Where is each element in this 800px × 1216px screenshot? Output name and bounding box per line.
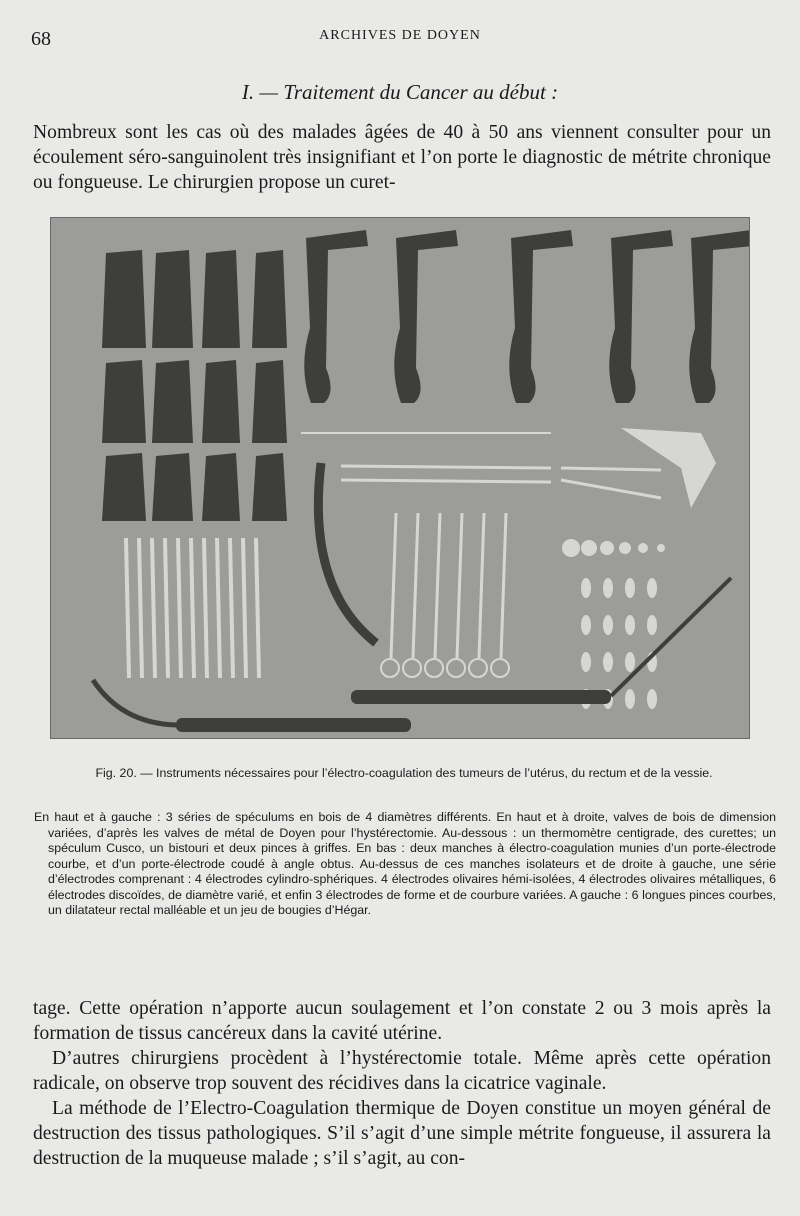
electrode-handle: [176, 718, 411, 732]
page-number: 68: [31, 28, 51, 50]
hegar-bougie: [230, 538, 233, 678]
wooden-speculum: [102, 453, 146, 521]
hegar-bougie: [243, 538, 246, 678]
long-forceps: [413, 513, 418, 658]
body-paragraph-2: D’autres chirurgiens procèdent à l’hystérectomie totale. Même après cette opération radicale, on observe trop souvent des récidives dans la cicatrice vaginale.: [33, 1048, 771, 1094]
hegar-bougie: [191, 538, 194, 678]
discoid-electrode: [619, 542, 631, 554]
wooden-valve: [304, 230, 368, 403]
long-forceps: [457, 513, 462, 658]
forceps-ring: [469, 659, 487, 677]
wooden-speculum: [152, 360, 193, 443]
hegar-bougie: [139, 538, 142, 678]
long-forceps: [479, 513, 484, 658]
forceps-ring: [491, 659, 509, 677]
electrode: [647, 615, 657, 635]
hegar-bougie: [178, 538, 181, 678]
wooden-speculum: [102, 360, 146, 443]
electrode: [625, 689, 635, 709]
electrode: [625, 615, 635, 635]
curette: [561, 480, 661, 498]
hegar-bougie: [204, 538, 207, 678]
body-paragraph-1: tage. Cette opération n’apporte aucun soulagement et l’on constate 2 ou 3 mois après la formation de tissus cancéreux dans la cavité utérine.: [33, 998, 771, 1044]
bottom-paragraph-block: [33, 996, 771, 1171]
long-forceps: [501, 513, 506, 658]
long-forceps: [435, 513, 440, 658]
electrode-handle: [351, 690, 611, 704]
wooden-speculum: [152, 250, 193, 348]
wooden-speculum: [252, 250, 287, 348]
electrode: [647, 578, 657, 598]
hegar-bougie: [152, 538, 155, 678]
wooden-speculum: [202, 453, 240, 521]
electrode: [581, 578, 591, 598]
electrode: [603, 652, 613, 672]
curette: [561, 468, 661, 470]
hegar-bougie: [165, 538, 168, 678]
hegar-bougie: [256, 538, 259, 678]
rectal-dilator: [318, 463, 376, 643]
discoid-electrode: [562, 539, 580, 557]
wooden-speculum: [252, 360, 287, 443]
figure-legend-text: En haut et à gauche : 3 séries de spéculums en bois de 4 diamètres différents. En haut et à droite, valves de bois de dimension variées, d’après les valves de métal de Doyen pour l’hystérectomie. Au-dessous : un thermomètre centigrade, des curettes; un spéculum Cusco, un bistouri et deux pinces à griffes. En bas : deux manches à électro-coagulation munies d’un porte-électrode courbe, et d’un porte-électrode coudé à angle obtus. Au-dessus de ces manches isolateurs et de droite à gauche, une série d’électrodes comprenant : 4 électrodes cylindro-sphériques. 4 électrodes olivaires hémi-isolées, 4 électrodes olivaires métalliques, 6 électrodes discoïdes, de diamètre varié, et enfin 3 électrodes de forme et de courbure variées. A gauche : 6 longues pinces courbes, un dilatateur rectal malléable et un jeu de bougies d’Hégar.: [34, 810, 776, 917]
electrode: [603, 578, 613, 598]
wooden-valve: [689, 230, 749, 403]
long-forceps: [391, 513, 396, 658]
forceps-ring: [447, 659, 465, 677]
electrode: [647, 689, 657, 709]
hegar-bougie: [126, 538, 129, 678]
discoid-electrode: [638, 543, 648, 553]
body-paragraph-3: La méthode de l’Electro-Coagulation thermique de Doyen constitue un moyen général de destruction des tissus pathologiques. S’il s’agit d’une simple métrite fongueuse, il assurera la destruction de la muqueuse malade ; s’il s’agit, au con-: [33, 1098, 771, 1169]
body-paragraph: Nombreux sont les cas où des malades âgées de 40 à 50 ans viennent consulter pour un écoulement séro-sanguinolent très insignifiant et l’on porte le diagnostic de métrite chronique ou fongueuse. Le chirurgien propose un curet-: [33, 122, 771, 193]
wooden-speculum: [202, 360, 240, 443]
top-paragraph-block: [33, 120, 771, 195]
forceps-ring: [403, 659, 421, 677]
instruments-photograph: [50, 217, 750, 739]
instruments-photograph-drawing: [51, 218, 749, 738]
forceps-ring: [425, 659, 443, 677]
section-title: I. — Traitement du Cancer au début :: [241, 80, 559, 104]
discoid-electrode: [600, 541, 614, 555]
electrode: [581, 615, 591, 635]
electrode: [625, 652, 635, 672]
wooden-speculum: [152, 453, 193, 521]
hegar-bougie: [217, 538, 220, 678]
figure-legend: [34, 810, 776, 919]
electrode: [581, 652, 591, 672]
electrode: [625, 578, 635, 598]
wooden-speculum: [102, 250, 146, 348]
figure-caption: Fig. 20. — Instruments nécessaires pour l’électro-coagulation des tumeurs de l’utérus, du rectum et de la vessie.: [95, 766, 713, 780]
wooden-speculum: [252, 453, 287, 521]
curved-electrode-holder: [93, 680, 176, 725]
wooden-valve: [609, 230, 673, 403]
wooden-valve: [394, 230, 458, 403]
discoid-electrode: [581, 540, 597, 556]
forceps-ring: [381, 659, 399, 677]
wooden-valve: [509, 230, 573, 403]
curette: [341, 466, 551, 468]
wooden-speculum: [202, 250, 240, 348]
curette: [341, 480, 551, 482]
running-head: ARCHIVES DE DOYEN: [319, 28, 481, 43]
electrode: [603, 615, 613, 635]
discoid-electrode: [657, 544, 665, 552]
